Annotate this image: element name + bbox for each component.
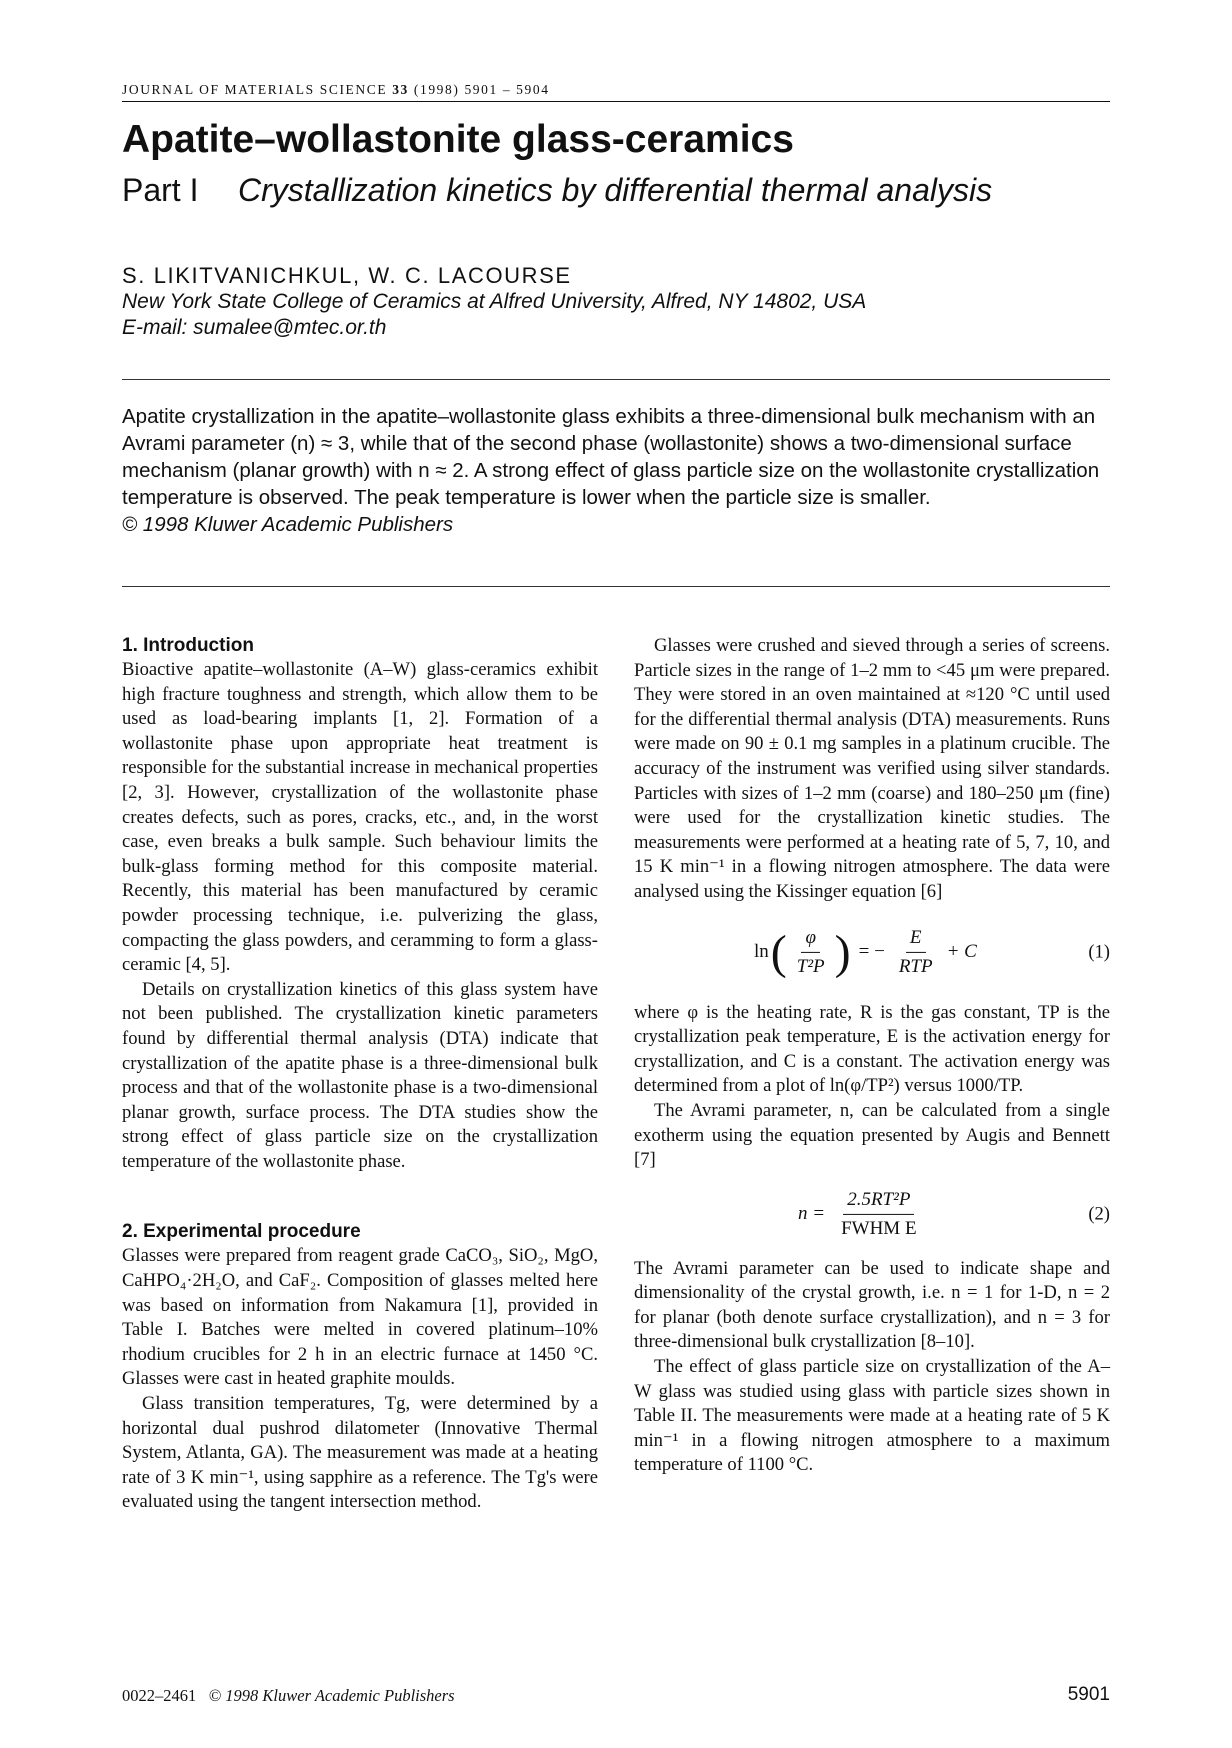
eq1-numerator: φ [801, 925, 820, 953]
abstract [122, 403, 1110, 538]
eq2-denominator: FWHM E [841, 1218, 917, 1240]
eq1-rhs-fraction [895, 925, 937, 979]
affiliation: New York State College of Ceramics at Alfred University, Alfred, NY 14802, USA [122, 290, 867, 313]
email: E-mail: sumalee@mtec.or.th [122, 316, 387, 339]
eq2-lhs: n = [798, 1203, 826, 1225]
experimental-paragraph-2: Glass transition temperatures, Tg, were determined by a horizontal dual pushrod dilatometer (Innovative Thermal System, Atlanta, GA). The measurement was made at a heating rate of 3 K min⁻¹, using sapphire as a reference. The Tg's were evaluated using the tangent intersection method. [122, 1393, 598, 1513]
abstract-text: Apatite crystallization in the apatite–wollastonite glass exhibits a three-dimensional bulk mechanism with an Avrami parameter (n) ≈ 3, while that of the second phase (wollastonite) shows a two-dimensional surface mechanism (planar growth) with n ≈ 2. A strong effect of glass particle size on the wollastonite crystallization temperature is observed. The peak temperature is lower when the particle size is smaller. [122, 405, 1100, 509]
equation-1 [634, 905, 1110, 1001]
eq1-label: (1) [1088, 941, 1110, 963]
running-head [122, 82, 1110, 102]
intro-heading: 1. Introduction [122, 635, 254, 656]
experimental-heading: 2. Experimental procedure [122, 1221, 361, 1243]
paper-title: Apatite–wollastonite glass-ceramics [122, 118, 794, 161]
experimental-paragraph-1: Glasses were prepared from reagent grade CaCO₃, SiO₂, MgO, CaHPO₄·2H₂O, and CaF₂. Composition of glasses melted here was based on information from Nakamura [1], provided in Table I. Batches were melted in covered platinum–10% rhodium crucibles for 2 h in an electric furnace at 1450 °C. Glasses were cast in heated graphite moulds. [122, 1245, 598, 1390]
right-paragraph-2: where φ is the heating rate, R is the gas constant, TP is the crystallization peak temperature, E is the activation energy for crystallization, and C is a constant. The activation energy was determined from a plot of ln(φ/TP²) versus 1000/TP. [634, 1001, 1110, 1097]
intro-paragraph-1: Bioactive apatite–wollastonite (A–W) glass-ceramics exhibit high fracture toughness and strength, which allow them to be used as load-bearing implants [1, 2]. Formation of a wollastonite phase upon appropriate heat treatment is responsible for the substantial increase in mechanical properties [2, 3]. However, crystallization of the wollastonite phase creates defects, such as pores, cracks, etc., and, in the worst case, even breaks a bulk sample. Such behaviour limits the bulk-glass forming method for this composite material. Recently, this material has been manufactured by ceramic powder processing technique, i.e. pulverizing the glass, compacting the glass powders, and ceramming to form a glass-ceramic [4, 5]. [122, 659, 598, 976]
authors: S. LIKITVANICHKUL, W. C. LACOURSE [122, 263, 572, 288]
paper-subtitle [122, 170, 1110, 210]
eq2-numerator: 2.5RT²P [843, 1188, 914, 1216]
eq1-open-paren: ( [770, 925, 787, 979]
footer-left [122, 1686, 455, 1706]
right-paragraph-5: The effect of glass particle size on crystallization of the A–W glass was studied using glass with particle sizes shown in Table II. The measurements were made at a heating rate of 5 K min⁻¹ in a flowing nitrogen atmosphere to a maximum temperature of 1100 °C. [634, 1356, 1110, 1476]
eq1-rhs-denominator: RTP [898, 956, 933, 978]
right-paragraph-3: The Avrami parameter, n, can be calculated from a single exotherm using the equation presented by Augis and Bennett [7] [634, 1099, 1110, 1171]
eq1-denominator: T²P [796, 956, 825, 978]
abstract-bottom-rule [122, 586, 1110, 587]
paper-page [122, 0, 1110, 1748]
year-pages: (1998) 5901 – 5904 [413, 82, 550, 97]
eq1-equals: = − [858, 941, 885, 963]
eq1-close-paren: ) [834, 925, 851, 979]
equation-1-body [754, 925, 977, 979]
eq2-fraction [837, 1188, 920, 1242]
equation-2 [634, 1173, 1110, 1257]
page-number: 5901 [1067, 1684, 1110, 1705]
abstract-copyright: © 1998 Kluwer Academic Publishers [122, 513, 454, 536]
issn: 0022–2461 [122, 1686, 197, 1705]
equation-2-body [798, 1188, 925, 1242]
eq1-fraction [793, 925, 829, 979]
right-paragraph-4: The Avrami parameter can be used to indicate shape and dimensionality of the crystal growth, i.e. n = 1 for 1-D, n = 2 for planar (both denote surface crystallization), and n = 3 for three-dimensional bulk crystallization [8–10]. [634, 1257, 1110, 1353]
journal-name: JOURNAL OF MATERIALS SCIENCE [122, 82, 388, 97]
section-gap [122, 1174, 598, 1220]
volume-number: 33 [392, 82, 409, 97]
eq1-constant: + C [946, 941, 977, 963]
right-column [634, 634, 1110, 1478]
eq1-ln: ln [754, 941, 769, 963]
subtitle-text: Crystallization kinetics by differential thermal analysis [238, 172, 993, 208]
intro-paragraph-2: Details on crystallization kinetics of this glass system have not been published. The crystallization kinetic parameters found by differential thermal analysis (DTA) indicate that crystallization of the apatite phase is a three-dimensional bulk process and that of the wollastonite phase is a two-dimensional planar growth, surface process. The DTA studies show the strong effect of glass particle size on the crystallization temperature of the wollastonite phase. [122, 978, 598, 1172]
eq2-label: (2) [1088, 1203, 1110, 1225]
left-column [122, 634, 598, 1515]
right-paragraph-1: Glasses were crushed and sieved through a series of screens. Particle sizes in the range of 1–2 mm to <45 μm were prepared. They were stored in an oven maintained at ≈120 °C until used for the differential thermal analysis (DTA) measurements. Runs were made on 90 ± 0.1 mg samples in a platinum crucible. The accuracy of the instrument was verified using silver standards. Particles with sizes of 1–2 mm (coarse) and 180–250 μm (fine) were used for the crystallization kinetic studies. The measurements were performed at a heating rate of 5, 7, 10, and 15 K min⁻¹ in a flowing nitrogen atmosphere. The data were analysed using the Kissinger equation [6] [634, 635, 1110, 902]
subtitle-part: Part I [122, 172, 199, 208]
abstract-top-rule [122, 379, 1110, 380]
footer-copyright: © 1998 Kluwer Academic Publishers [208, 1686, 455, 1705]
eq1-rhs-numerator: E [906, 925, 926, 953]
